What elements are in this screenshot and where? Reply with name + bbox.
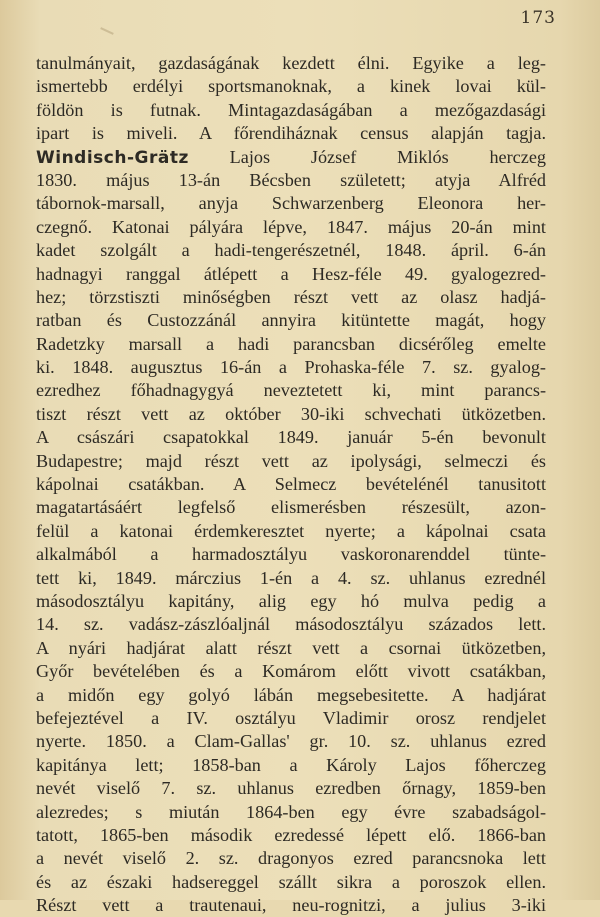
text-line: A nyári hadjárat alatt részt vett a csornai ütközetben, bbox=[36, 637, 546, 658]
text-line: tanulmányait, gazdaságának kezdett élni. Egyike a leg- bbox=[36, 53, 546, 73]
text-line: kadet szolgált a hadi-tengerészetnél, 1848. ápril. 6-án bbox=[36, 240, 546, 261]
text-line: földön is futnak. Mintagazdaságában a mezőgazdasági bbox=[36, 99, 546, 120]
text-line: Radetzky marsall a hadi parancsban dicsérőleg emelte bbox=[36, 333, 546, 354]
text-line: hadnagyi ranggal átlépett a Hesz-féle 49. gyalogezred- bbox=[36, 263, 546, 284]
text-line: ki. 1848. augusztus 16-án a Prohaska-féle 7. sz. gyalog- bbox=[36, 357, 546, 378]
text-line: a nevét viselő 2. sz. dragonyos ezred parancsnoka lett bbox=[36, 848, 546, 869]
text-line: tatott, 1865-ben második ezredessé lépett elő. 1866-ban bbox=[36, 824, 546, 845]
text-line: tábornok-marsall, anyja Schwarzenberg Eleonora her- bbox=[36, 193, 546, 214]
text-line: kápolnai csatákban. A Selmecz bevételénél tanusitott bbox=[36, 474, 546, 495]
text-line: ezredhez főhadnagygyá neveztetett ki, mint parancs- bbox=[36, 380, 546, 401]
paper-mark bbox=[100, 27, 114, 35]
page-number: 173 bbox=[520, 8, 556, 28]
text-line: alezredes; s miután 1864-ben egy évre szabadságol- bbox=[36, 801, 546, 822]
text-line: czegnő. Katonai pályára lépve, 1847. május 20-án mint bbox=[36, 216, 546, 237]
text-line: 1830. május 13-án Bécsben született; atyja Alfréd bbox=[36, 169, 546, 190]
text-line: ismertebb erdélyi sportsmanoknak, a kinek lovai kül- bbox=[36, 76, 546, 97]
text-line: felül a katonai érdemkeresztet nyerte; a kápolnai csata bbox=[36, 520, 546, 541]
text-line: ipart is miveli. A főrendiháznak census alapján tagja. bbox=[36, 123, 546, 144]
text-line: alkalmából a harmadosztályu vaskoronarenddel tünte- bbox=[36, 544, 546, 565]
text-line: kapitánya lett; 1858-ban a Károly Lajos főherczeg bbox=[36, 754, 546, 775]
text-line: másodosztályu kapitány, alig egy hó mulva pedig a bbox=[36, 590, 546, 611]
text-line: tett ki, 1849. márczius 1-én a 4. sz. uhlanus ezrednél bbox=[36, 567, 546, 588]
body-text bbox=[36, 52, 546, 917]
text-line: Győr bevételében és a Komárom előtt vivott csatákban, bbox=[36, 661, 546, 682]
text-line: Részt vett a trautenaui, neu-rognitzi, a julius 3-iki bbox=[36, 895, 546, 916]
entry-heading-line bbox=[36, 146, 546, 169]
entry-name: Windisch-Grätz bbox=[36, 147, 189, 168]
text-line: a midőn egy golyó lábán megsebesitette. A hadjárat bbox=[36, 684, 546, 705]
entry-name-rest: Lajos József Miklós herczeg bbox=[229, 146, 546, 167]
text-line: tiszt részt vett az október 30-iki schvechati ütközetben. bbox=[36, 403, 546, 424]
text-line: 14. sz. vadász-zászlóaljnál másodosztályu százados lett. bbox=[36, 614, 546, 635]
text-line: A császári csapatokkal 1849. január 5-én bevonult bbox=[36, 427, 546, 448]
text-line: hez; törzstiszti minőségben részt vett az olasz hadjá- bbox=[36, 286, 546, 307]
text-line: ratban és Custozzánál annyira kitüntette magát, hogy bbox=[36, 310, 546, 331]
text-line: befejeztével a IV. osztályu Vladimir orosz rendjelet bbox=[36, 707, 546, 728]
text-line: nevét viselő 7. sz. uhlanus ezredben őrnagy, 1859-ben bbox=[36, 778, 546, 799]
text-line: nyerte. 1850. a Clam-Gallas' gr. 10. sz. uhlanus ezred bbox=[36, 731, 546, 752]
text-line: magatartásáért legfelső elismerésben részesült, azon- bbox=[36, 497, 546, 518]
text-line: Budapestre; majd részt vett az ipolysági, selmeczi és bbox=[36, 450, 546, 471]
text-line: és az északi hadsereggel szállt sikra a poroszok ellen. bbox=[36, 871, 546, 892]
